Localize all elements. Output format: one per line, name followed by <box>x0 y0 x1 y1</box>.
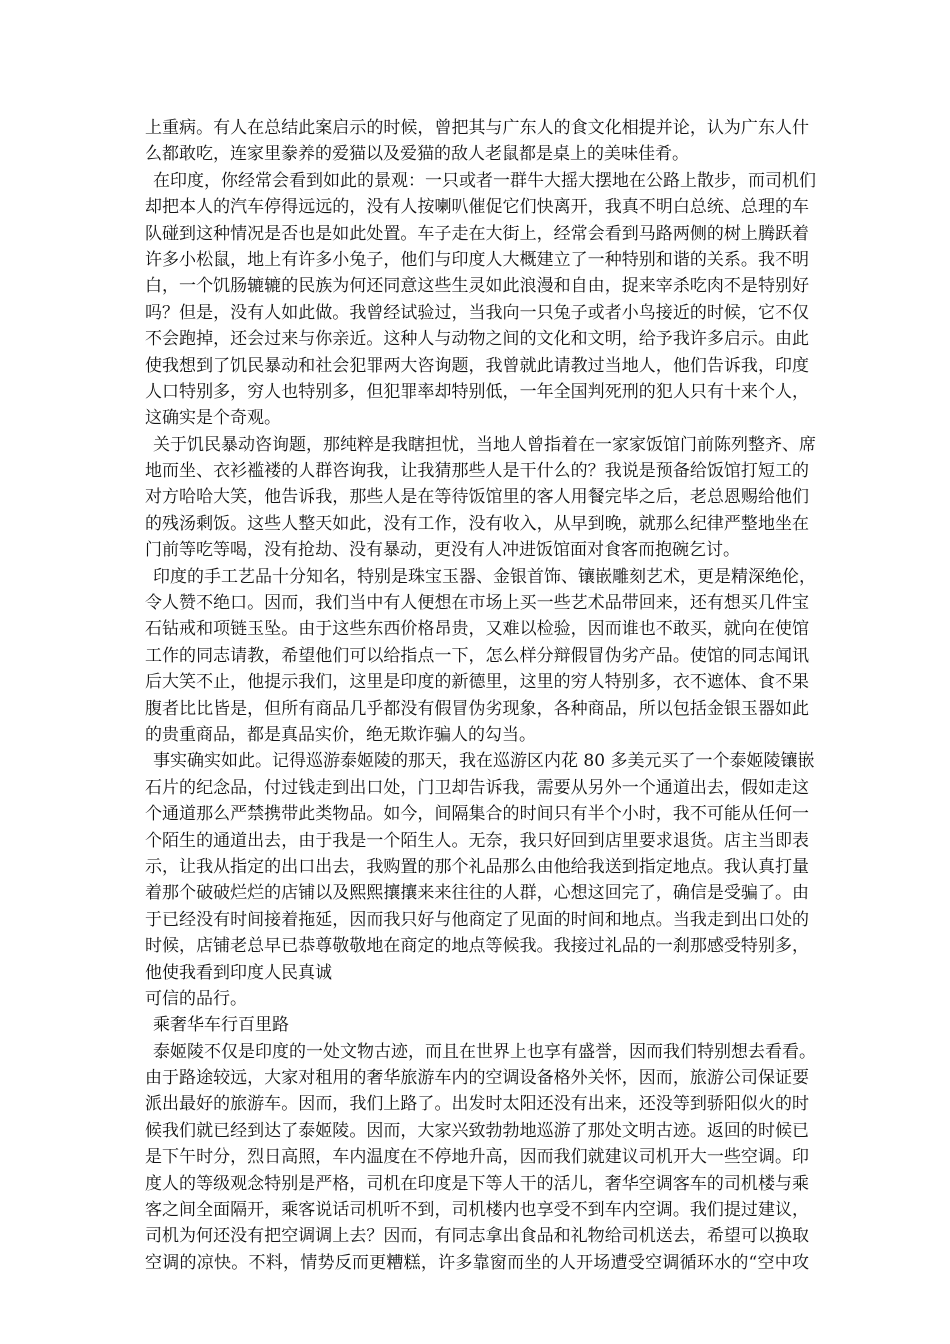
text-line: 后大笑不止，他提示我们，这里是印度的新德里，这里的穷人特别多，衣不遮体、食不果 <box>145 672 809 693</box>
text-line: 可信的品行。 <box>145 988 247 1009</box>
text-line: 他使我看到印度人民真诚 <box>145 962 332 983</box>
text-line: 的残汤剩饭。这些人整天如此，没有工作，没有收入，从早到晚，就那么纪律严整地坐在 <box>145 513 809 534</box>
text-line: 石钻戒和项链玉坠。由于这些东西价格昂贵，又难以检验，因而谁也不敢买，就向在使馆 <box>145 619 809 640</box>
text-line: 白，一个饥肠辘辘的民族为何还同意这些生灵如此浪漫和自由，捉来宰杀吃肉不是特别好 <box>145 276 809 297</box>
text-line: 队碰到这种情况是否也是如此处置。车子走在大街上，经常会看到马路两侧的树上腾跃着 <box>145 223 809 244</box>
text-line: 门前等吃等喝，没有抢劫、没有暴动，更没有人冲进饭馆面对食客而抱碗乞讨。 <box>145 540 740 561</box>
text-line: 示，让我从指定的出口出去，我购置的那个礼品那么由他给我送到指定地点。我认真打量 <box>145 856 809 877</box>
paragraph-start-line: 印度的手工艺品十分知名，特别是珠宝玉器、金银首饰、镶嵌雕刻艺术，更是精深绝伦， <box>153 566 816 587</box>
text-line: 吗？但是，没有人如此做。我曾经试验过，当我向一只兔子或者小鸟接近的时候，它不仅 <box>145 302 809 323</box>
text-line: 却把本人的汽车停得远远的，没有人按喇叭催促它们快离开，我真不明白总统、总理的车 <box>145 197 809 218</box>
text-line: 客之间全面隔开，乘客说话司机听不到，司机楼内也享受不到车内空调。我们提过建议， <box>145 1200 809 1221</box>
document-body <box>145 115 816 1276</box>
text-line: 这确实是个奇观。 <box>145 408 281 429</box>
text-line: 么都敢吃，连家里豢养的爱猫以及爱猫的敌人老鼠都是桌上的美味佳肴。 <box>145 144 689 165</box>
text-line: 对方哈哈大笑，他告诉我，那些人是在等待饭馆里的客人用餐完毕之后，老总恩赐给他们 <box>145 487 809 508</box>
text-line: 人口特别多，穷人也特别多，但犯罪率却特别低，一年全国判死刑的犯人只有十来个人， <box>145 381 809 402</box>
paragraph-start-line: 关于饥民暴动咨询题，那纯粹是我瞎担忧，当地人曾指着在一家家饭馆门前陈列整齐、席 <box>153 434 816 455</box>
text-line: 候我们就已经到达了泰姬陵。因而，大家兴致勃勃地巡游了那处文明古迹。返回的时候已 <box>145 1120 809 1141</box>
text-line: 度人的等级观念特别是严格，司机在印度是下等人干的活儿，奢华空调客车的司机楼与乘 <box>145 1173 809 1194</box>
text-line: 空调的凉快。不料，情势反而更糟糕，许多靠窗而坐的人开场遭受空调循环水的“空中攻 <box>145 1252 809 1273</box>
text-line: 个通道那么严禁携带此类物品。如今，间隔集合的时间只有半个小时，我不可能从任何一 <box>145 804 809 825</box>
text-line: 是下午时分，烈日高照，车内温度在不停地升高，因而我们就建议司机开大一些空调。印 <box>145 1147 809 1168</box>
text-line: 许多小松鼠，地上有许多小兔子，他们与印度人大概建立了一种特别和谐的关系。我不明 <box>145 249 809 270</box>
paragraph-start-line: 事实确实如此。记得巡游泰姬陵的那天，我在巡游区内花 80 多美元买了一个泰姬陵镶嵌 <box>153 751 815 772</box>
text-line: 石片的纪念品，付过钱走到出口处，门卫却告诉我，需要从另外一个通道出去，假如走这 <box>145 777 809 798</box>
text-line: 个陌生的通道出去，由于我是一个陌生人。无奈，我只好回到店里要求退货。店主当即表 <box>145 830 809 851</box>
text-line: 的贵重商品，都是真品实价，绝无欺诈骗人的勾当。 <box>145 724 536 745</box>
text-line: 令人赞不绝口。因而，我们当中有人便想在市场上买一些艺术品带回来，还有想买几件宝 <box>145 593 809 614</box>
text-line: 腹者比比皆是，但所有商品几乎都没有假冒伪劣现象，各种商品，所以包括金银玉器如此 <box>145 698 809 719</box>
section-heading: 乘奢华车行百里路 <box>153 1015 289 1036</box>
text-line: 工作的同志请教，希望他们可以给指点一下，怎么样分辩假冒伪劣产品。使馆的同志闻讯 <box>145 645 809 666</box>
text-line: 使我想到了饥民暴动和社会犯罪两大咨询题，我曾就此请教过当地人，他们告诉我，印度 <box>145 355 809 376</box>
paragraph-start-line: 在印度，你经常会看到如此的景观：一只或者一群牛大摇大摆地在公路上散步，而司机们 <box>153 170 816 191</box>
text-line: 派出最好的旅游车。因而，我们上路了。出发时太阳还没有出来，还没等到骄阳似火的时 <box>145 1094 809 1115</box>
text-line: 地而坐、衣衫褴褛的人群咨询我，让我猜那些人是干什么的？我说是预备给饭馆打短工的 <box>145 461 809 482</box>
text-line: 着那个破破烂烂的店铺以及熙熙攘攘来来往往的人群，心想这回完了，确信是受骗了。由 <box>145 883 809 904</box>
text-line: 司机为何还没有把空调调上去？因而，有同志拿出食品和礼物给司机送去，希望可以换取 <box>145 1226 809 1247</box>
text-line: 上重病。有人在总结此案启示的时候，曾把其与广东人的食文化相提并论，认为广东人什 <box>145 118 809 138</box>
text-line: 时候，店铺老总早已恭尊敬敬地在商定的地点等候我。我接过礼品的一刹那感受特别多， <box>145 936 809 957</box>
text-line: 不会跑掉，还会过来与你亲近。这种人与动物之间的文化和文明，给予我许多启示。由此 <box>145 329 809 350</box>
text-line: 于已经没有时间接着拖延，因而我只好与他商定了见面的时间和地点。当我走到出口处的 <box>145 909 809 930</box>
paragraph-start-line: 泰姬陵不仅是印度的一处文物古迹，而且在世界上也享有盛誉，因而我们特别想去看看。 <box>153 1041 816 1062</box>
text-line: 由于路途较远，大家对租用的奢华旅游车内的空调设备格外关怀，因而，旅游公司保证要 <box>145 1068 809 1089</box>
